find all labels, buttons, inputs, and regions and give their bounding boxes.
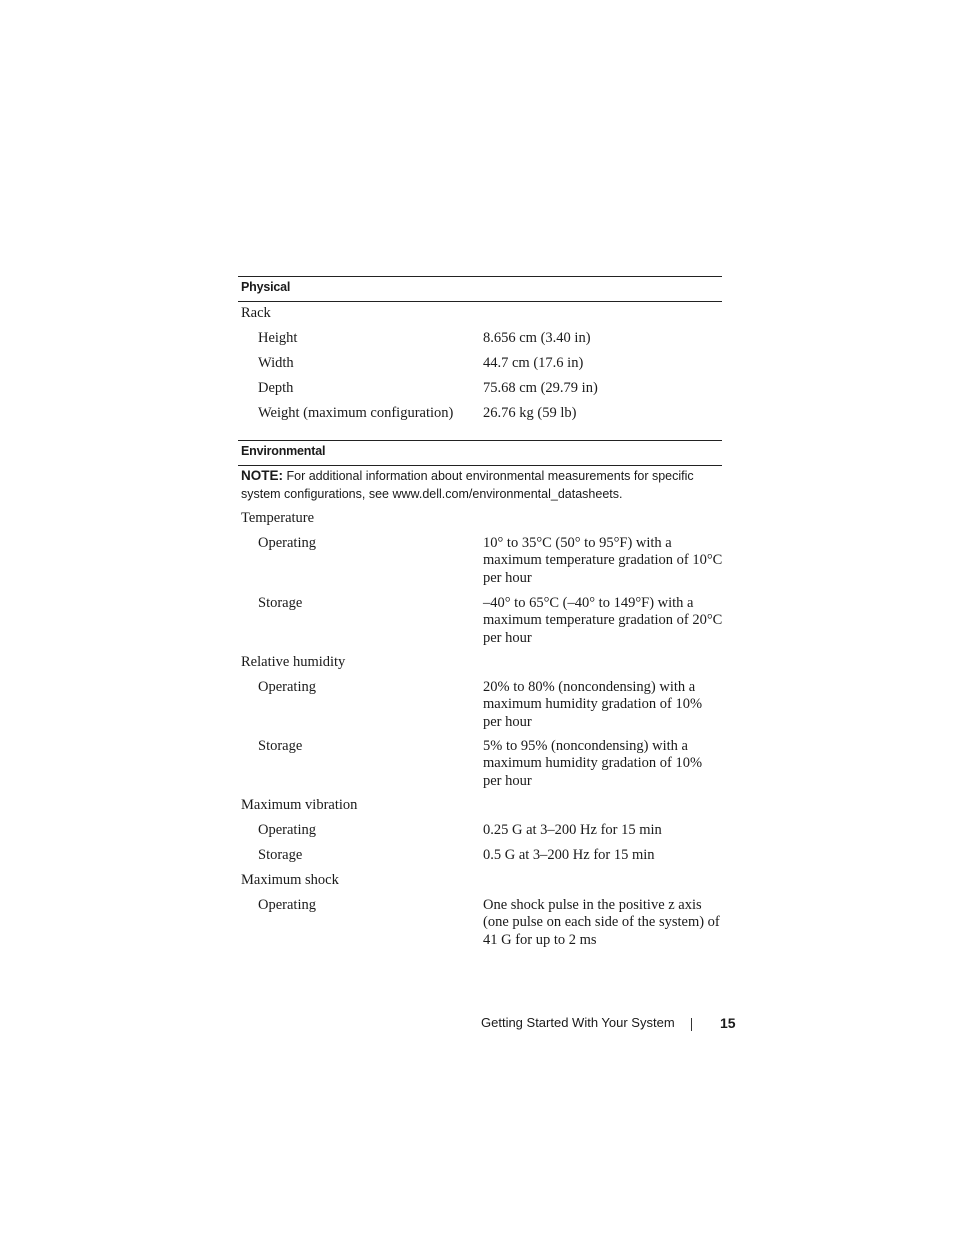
width-value: 44.7 cm (17.6 in) xyxy=(483,355,584,371)
rack-group-label xyxy=(238,303,722,330)
depth-label: Depth xyxy=(258,380,294,396)
environmental-heading-row xyxy=(238,440,722,466)
vibration-operating-label: Operating xyxy=(258,822,316,838)
height-label: Height xyxy=(258,330,298,346)
vibration-storage-row xyxy=(238,847,722,872)
shock-label: Maximum shock xyxy=(241,872,339,888)
temperature-storage-label: Storage xyxy=(258,595,303,611)
note-end: . xyxy=(619,487,623,501)
environmental-heading: Environmental xyxy=(241,444,326,458)
footer-divider xyxy=(691,1018,692,1031)
datasheets-link[interactable]: www.dell.com/environmental_datasheets xyxy=(392,487,619,501)
humidity-storage-label: Storage xyxy=(258,738,303,754)
temperature-operating-row xyxy=(238,535,722,595)
temperature-group-label xyxy=(238,510,722,535)
spec-row-height xyxy=(238,330,722,355)
shock-operating-row xyxy=(238,897,722,957)
temperature-storage-row xyxy=(238,595,722,654)
page-footer xyxy=(481,1015,736,1031)
humidity-operating-value: 20% to 80% (noncondensing) with a maximum humidity gradation of 10% per hour xyxy=(483,679,703,730)
weight-label: Weight (maximum configuration) xyxy=(258,405,454,421)
weight-value: 26.76 kg (59 lb) xyxy=(483,405,577,421)
spec-row-width xyxy=(238,355,722,380)
spec-row-depth xyxy=(238,380,722,405)
humidity-operating-label: Operating xyxy=(258,679,316,695)
humidity-storage-value: 5% to 95% (noncondensing) with a maximum humidity gradation of 10% per hour xyxy=(483,738,703,789)
note-text: For additional information about environmental measurements for specific system configurations, see xyxy=(241,469,694,501)
depth-value: 75.68 cm (29.79 in) xyxy=(483,380,598,396)
note-label: NOTE: xyxy=(241,468,283,483)
vibration-group-label xyxy=(238,797,722,822)
temperature-storage-value: –40° to 65°C (–40° to 149°F) with a maximum temperature gradation of 20°C per hour xyxy=(483,595,723,646)
vibration-operating-row xyxy=(238,822,722,847)
shock-group-label xyxy=(238,872,722,897)
rack-label: Rack xyxy=(241,305,271,321)
humidity-label: Relative humidity xyxy=(241,654,346,670)
temperature-operating-value: 10° to 35°C (50° to 95°F) with a maximum temperature gradation of 10°C per hour xyxy=(483,535,723,586)
humidity-storage-row xyxy=(238,738,722,797)
physical-heading-row xyxy=(238,276,722,302)
environmental-note xyxy=(238,466,722,510)
footer-title: Getting Started With Your System xyxy=(481,1015,675,1030)
shock-operating-label: Operating xyxy=(258,897,316,913)
vibration-storage-value: 0.5 G at 3–200 Hz for 15 min xyxy=(483,847,655,863)
vibration-label: Maximum vibration xyxy=(241,797,358,813)
physical-heading: Physical xyxy=(241,280,291,294)
height-value: 8.656 cm (3.40 in) xyxy=(483,330,591,346)
vibration-operating-value: 0.25 G at 3–200 Hz for 15 min xyxy=(483,822,662,838)
width-label: Width xyxy=(258,355,294,371)
spec-row-weight xyxy=(238,405,722,440)
temperature-label: Temperature xyxy=(241,510,315,526)
shock-operating-value: One shock pulse in the positive z axis (one pulse on each side of the system) of 41 G for up to 2 ms xyxy=(483,897,720,948)
vibration-storage-label: Storage xyxy=(258,847,303,863)
temperature-operating-label: Operating xyxy=(258,535,316,551)
humidity-operating-row xyxy=(238,679,722,738)
humidity-group-label xyxy=(238,654,722,679)
spec-table xyxy=(238,276,722,957)
page-number: 15 xyxy=(720,1015,736,1031)
